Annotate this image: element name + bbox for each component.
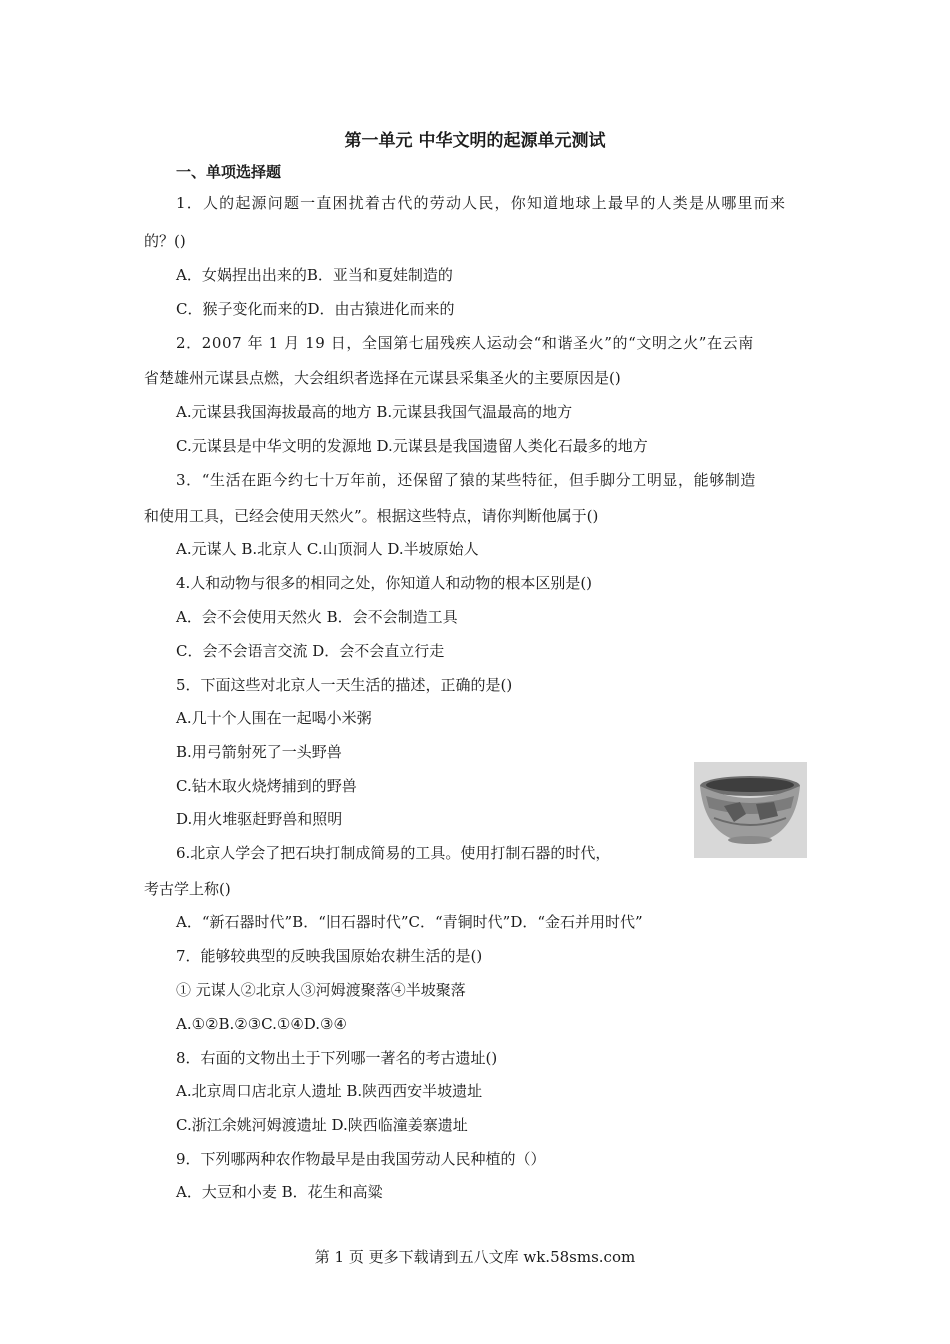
option-line: C.元谋县是中华文明的发源地 D.元谋县是我国遗留人类化石最多的地方 [176, 437, 648, 455]
option-line: A.①②B.②③C.①④D.③④ [176, 1015, 347, 1033]
option-line: A.元谋人 B.北京人 C.山顶洞人 D.半坡原始人 [176, 540, 479, 558]
question-line: 2．2007 年 1 月 19 日，全国第七届残疾人运动会“和谐圣火”的“文明之火”在云南 [176, 334, 754, 352]
option-line: C.钻木取火烧烤捕到的野兽 [176, 777, 357, 795]
page-title: 第一单元 中华文明的起源单元测试 [344, 131, 606, 151]
option-line: C．会不会语言交流 D．会不会直立行走 [176, 642, 445, 660]
option-line: A.几十个人围在一起喝小米粥 [176, 709, 372, 727]
question-line: 5．下面这些对北京人一天生活的描述，正确的是() [176, 676, 513, 694]
option-line: C.浙江余姚河姆渡遗址 D.陕西临潼姜寨遗址 [176, 1116, 468, 1134]
option-line: A.元谋县我国海拔最高的地方 B.元谋县我国气温最高的地方 [176, 403, 573, 421]
option-line: B.用弓箭射死了一头野兽 [176, 743, 342, 761]
question-line: 6.北京人学会了把石块打制成简易的工具。使用打制石器的时代， [176, 844, 611, 862]
option-line: A．女娲捏出出来的B．亚当和夏娃制造的 [176, 266, 453, 284]
option-line: A．会不会使用天然火 B．会不会制造工具 [176, 608, 458, 626]
question-line: 3．“生活在距今约七十万年前，还保留了猿的某些特征，但手脚分工明显，能够制造 [176, 471, 757, 489]
option-line: A．“新石器时代”B．“旧石器时代”C．“青铜时代”D．“金石并用时代” [176, 913, 643, 931]
option-line: D.用火堆驱赶野兽和照明 [176, 810, 343, 828]
section-heading: 一、单项选择题 [176, 163, 282, 181]
question-line: 7．能够较典型的反映我国原始农耕生活的是() [176, 947, 483, 965]
question-line: 的？() [144, 232, 186, 250]
option-line: C．猴子变化而来的D．由古猿进化而来的 [176, 300, 455, 318]
pottery-bowl-image [694, 762, 807, 858]
question-line: 9．下列哪两种农作物最早是由我国劳动人民种植的（） [176, 1150, 546, 1168]
question-line: 省楚雄州元谋县点燃，大会组织者选择在元谋县采集圣火的主要原因是() [144, 369, 621, 387]
option-line: A．大豆和小麦 B．花生和高粱 [176, 1183, 383, 1201]
question-line: 1．人的起源问题一直困扰着古代的劳动人民，你知道地球上最早的人类是从哪里而来 [176, 194, 787, 212]
question-line: 和使用工具，已经会使用天然火”。根据这些特点，请你判断他属于() [144, 507, 599, 525]
question-line: ① 元谋人②北京人③河姆渡聚落④半坡聚落 [176, 981, 466, 999]
question-line: 8．右面的文物出土于下列哪一著名的考古遗址() [176, 1049, 498, 1067]
question-line: 4.人和动物与很多的相同之处，你知道人和动物的根本区别是() [176, 574, 593, 592]
option-line: A.北京周口店北京人遗址 B.陕西西安半坡遗址 [176, 1082, 483, 1100]
question-line: 考古学上称() [144, 880, 231, 898]
page-footer: 第 1 页 更多下载请到五八文库 wk.58sms.com [314, 1248, 636, 1266]
